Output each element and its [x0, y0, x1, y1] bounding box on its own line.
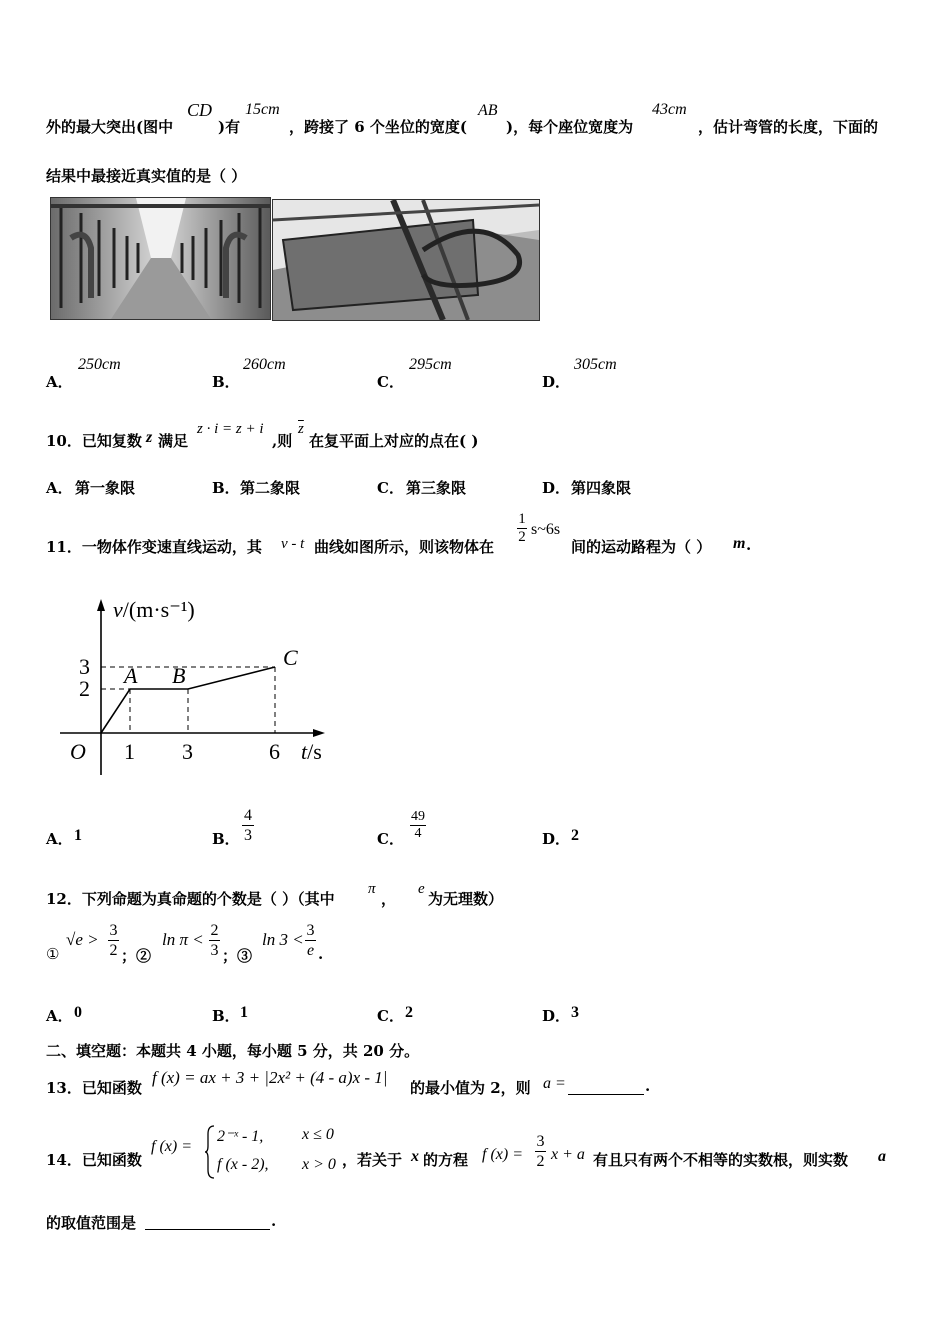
q9-text-c: ，跨接了 6 个坐位的宽度( [289, 118, 467, 136]
q13-suffix: 的最小值为 2，则 [410, 1079, 531, 1097]
q10-option-a-label: A． [46, 479, 73, 497]
q14-eq-rhs: x + a [551, 1146, 585, 1163]
q10-z: z [146, 429, 153, 446]
q11-prefix: 11．一物体作变速直线运动，其 [46, 538, 262, 556]
point-label-c: C [283, 645, 298, 670]
y-tick-label: 2 [79, 676, 90, 701]
q10-option-d-label: D． [542, 479, 571, 497]
q14-piecewise-brace [204, 1124, 216, 1180]
q14-f-lhs: f (x) = [151, 1138, 192, 1155]
q9-ab: AB [478, 102, 498, 119]
q9-option-a: 250cm [78, 356, 121, 373]
q12-pi: π [368, 881, 376, 897]
q11-range: s~6s [531, 521, 561, 538]
section-2-heading: 二、填空题：本题共 4 小题，每小题 5 分，共 20 分。 [46, 1042, 420, 1060]
q10-mid: 满足 [158, 432, 189, 450]
t-axis-arrow [313, 729, 325, 737]
q14-a: a [878, 1148, 886, 1165]
t-axis-label: t/s [301, 739, 322, 764]
q12-prefix: 12．下列命题为真命题的个数是（ ）（其中 [46, 890, 335, 908]
q12-option-d: 3 [571, 1004, 579, 1021]
q14-eq-den: 2 [536, 1153, 545, 1170]
q14-line2-text: 的取值范围是 [46, 1214, 137, 1232]
q14-end: . [271, 1212, 277, 1230]
q14-cond1: x ≤ 0 [302, 1126, 334, 1143]
q12-p2-den: 3 [210, 942, 219, 959]
q12-p1-fraction [108, 921, 119, 960]
point-label-a: A [124, 663, 138, 688]
q10-option-a: 第一象限 [75, 479, 136, 497]
q12-p2-fraction [209, 921, 220, 960]
q14-prefix: 14．已知函数 [46, 1151, 142, 1169]
q10-comma: ,则 [272, 432, 293, 450]
q11-option-a: 1 [74, 827, 82, 844]
q12-p1-lhs: √e > [66, 930, 99, 949]
q14-eq-num: 3 [536, 1133, 545, 1150]
q10-suffix: 在复平面上对应的点在( ) [309, 432, 479, 450]
x-tick-label: 3 [182, 739, 193, 764]
q12-option-d-label: D． [542, 1007, 571, 1025]
q14-mid: ，若关于 [342, 1151, 403, 1169]
q11-option-b-fraction [242, 806, 254, 845]
q11-option-a-label: A． [46, 830, 73, 848]
point-label-b: B [172, 663, 186, 688]
q12-p3-den: e [306, 942, 315, 959]
q11-option-c-den: 4 [414, 826, 422, 841]
q12-p2-num: 2 [210, 922, 219, 939]
q11-option-b-label: B． [212, 830, 240, 848]
q12-p3-fraction [305, 921, 316, 960]
q9-option-a-label: A． [46, 373, 73, 391]
q12-sep2: ；② [121, 947, 152, 965]
q9-text-e: ，估计弯管的长度，下面的 [698, 118, 879, 136]
q11-unit: m [733, 535, 746, 552]
q13-function: f (x) = ax + 3 + |2x² + (4 - a)x - 1| [152, 1068, 388, 1087]
q13-var: a = [543, 1075, 566, 1092]
q12-sep: ， [381, 890, 397, 908]
q12-p1-mark: ① [46, 947, 60, 963]
q10-option-b: 第二象限 [240, 479, 301, 497]
q10-option-d: 第四象限 [571, 479, 632, 497]
q12-sep3: ；③ [222, 947, 253, 965]
q9-text-b: )有 [218, 118, 241, 136]
q11-option-d: 2 [571, 827, 579, 844]
v-axis-label: v/(m·s⁻¹) [113, 597, 195, 622]
q9-line2: 结果中最接近真实值的是（ ） [46, 167, 247, 185]
q12-end: . [318, 945, 324, 963]
q12-p3-lhs: ln 3 < [262, 930, 304, 949]
q11-option-c-fraction [410, 809, 426, 842]
q10-equation: z · i = z + i [197, 421, 264, 437]
q12-p1-den: 2 [109, 942, 118, 959]
vt-graph [55, 585, 340, 780]
q9-text-a: 外的最大突出(图中 [46, 118, 174, 136]
q9-option-d: 305cm [574, 356, 617, 373]
y-tick-label: 3 [79, 654, 90, 679]
q12-option-b: 1 [240, 1004, 248, 1021]
q12-suffix: 为无理数） [428, 890, 504, 908]
q10-option-c: 第三象限 [406, 479, 467, 497]
q12-option-a-label: A． [46, 1007, 73, 1025]
q9-option-d-label: D． [542, 373, 571, 391]
q10-zbar: $\overline{z}$ [298, 421, 304, 437]
q10-option-c-label: C． [377, 479, 404, 497]
q11-suffix: 间的运动路程为（ ） [571, 538, 712, 556]
q14-mid2: 的方程 [423, 1151, 469, 1169]
q9-option-b: 260cm [243, 356, 286, 373]
q11-mid: 曲线如图所示，则该物体在 [314, 538, 495, 556]
q11-frac-num: 1 [518, 511, 526, 527]
q9-43cm: 43cm [652, 101, 687, 118]
q14-answer-blank[interactable] [145, 1212, 270, 1230]
q14-suffix: 有且只有两个不相等的实数根，则实数 [593, 1151, 849, 1169]
q9-option-c: 295cm [409, 356, 452, 373]
q11-vt: v - t [281, 536, 305, 552]
q14-case2: f (x - 2), [217, 1156, 269, 1173]
q12-option-c: 2 [405, 1004, 413, 1021]
q9-15cm: 15cm [245, 101, 280, 118]
q12-option-a: 0 [74, 1004, 82, 1021]
q11-frac-den: 2 [518, 529, 526, 545]
q11-option-d-label: D． [542, 830, 571, 848]
q13-answer-blank[interactable] [568, 1077, 644, 1095]
q9-text-d: )，每个座位宽度为 [506, 118, 634, 136]
q11-half-fraction [517, 511, 527, 546]
q12-option-c-label: C． [377, 1007, 404, 1025]
q12-option-b-label: B． [212, 1007, 240, 1025]
q11-option-c-num: 49 [411, 809, 425, 824]
q11-option-c-label: C． [377, 830, 404, 848]
origin-label: O [70, 739, 86, 764]
q14-x: x [411, 1148, 419, 1165]
x-tick-label: 6 [269, 739, 280, 764]
q10-option-b-label: B． [212, 479, 240, 497]
v-axis-arrow [97, 599, 105, 611]
q12-p1-num: 3 [109, 922, 118, 939]
train-aisle-photo [50, 197, 271, 320]
q12-p3-num: 3 [306, 922, 315, 939]
q14-cond2: x > 0 [302, 1156, 336, 1173]
bent-handrail-photo [272, 199, 540, 321]
x-tick-label: 1 [124, 739, 135, 764]
q11-option-b-num: 4 [244, 807, 252, 824]
q9-cd: CD [187, 100, 213, 120]
q12-e: e [418, 881, 425, 897]
q13-end: . [645, 1077, 651, 1095]
q12-p2-lhs: ln π < [162, 930, 204, 949]
q14-eq-fraction [535, 1132, 546, 1171]
q14-case1: 2⁻ˣ - 1, [217, 1128, 264, 1145]
q9-option-b-label: B． [212, 373, 240, 391]
q9-option-c-label: C． [377, 373, 404, 391]
q11-period: . [746, 536, 752, 554]
q10-prefix: 10．已知复数 [46, 432, 142, 450]
q14-eq-lhs: f (x) = [482, 1146, 523, 1163]
q11-option-b-den: 3 [244, 827, 252, 844]
q13-prefix: 13．已知函数 [46, 1079, 142, 1097]
